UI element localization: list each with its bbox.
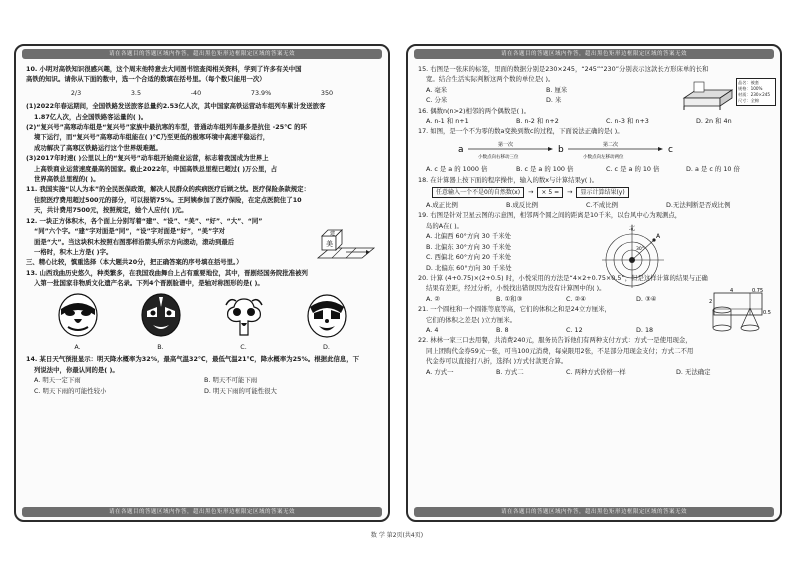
opera-mask-b-icon <box>139 293 183 339</box>
flow-op-box: × 5 = <box>537 187 563 198</box>
question-19 <box>418 210 770 272</box>
q16-line: 16. 偶数n(n>2)相邻的两个偶数是( )。 <box>418 106 531 115</box>
cube-front-label: 美 <box>326 239 333 248</box>
q22-line: 代金券可以直接打八折，选择( )方式付款更合算。 <box>426 357 568 366</box>
arrow-right-icon: → <box>567 188 573 197</box>
q20-option-b[interactable]: B. ①和③ <box>496 294 523 303</box>
flow-step2: 第二次 <box>603 141 619 148</box>
question-11 <box>26 184 378 215</box>
q10-sub-line: 成功解决了高寒区铁路运行这个世界级难题。 <box>34 143 162 152</box>
q17-option-a[interactable]: A. c 是 a 的 1000 倍 <box>426 165 488 174</box>
q21-line: 它们的体积之差是( )立方厘米。 <box>426 315 517 324</box>
mask-option-d[interactable] <box>305 293 349 353</box>
q16-options <box>418 116 770 126</box>
radar-point-a-label: A <box>656 233 661 241</box>
q16-option-b[interactable]: B. n-2 和 n+2 <box>516 117 559 126</box>
right-column <box>406 44 782 522</box>
left-column <box>14 44 390 522</box>
radar-angle-label: 30° <box>636 247 644 253</box>
q12-line: 一格时，积木上方是( )字。 <box>34 247 113 256</box>
q20-option-d[interactable]: D. ③④ <box>636 294 657 303</box>
question-18 <box>418 175 770 211</box>
q19-line: 19. 右图是针对卫星云图的示意图，相邻两个圆之间的距离是10千米，以台风中心为观测点， <box>418 211 682 220</box>
q19-option-b[interactable]: B. 北偏东 30°方向 30 千米处 <box>426 242 512 251</box>
q18-option-c[interactable]: C.不成比例 <box>586 201 619 210</box>
q10-sub-line: 1.87亿人次，占全国铁路客运量的( )。 <box>34 112 148 121</box>
opera-mask-options <box>26 293 378 353</box>
q22-option-b[interactable]: B. 方式二 <box>496 367 524 376</box>
q10-sub-line: (2)“复兴号”高寒动车组是“复兴号”家族中最抗寒的车型，普通动车组列车最多是抗住 -25℃ 的环 <box>26 123 307 132</box>
q14-line: 列说法中，你最认同的是( )。 <box>34 365 119 374</box>
flow-a: a <box>458 144 464 155</box>
q18-option-b[interactable]: B.成反比例 <box>506 201 538 210</box>
q19-option-c[interactable]: C. 西偏北 60°方向 20 千米处 <box>426 253 512 262</box>
q19-option-a[interactable]: A. 北偏西 60°方向 30 千米处 <box>426 232 511 241</box>
q19-option-d[interactable]: D. 北偏东 60°方向 30 千米处 <box>426 263 512 272</box>
page-footer: 数 学 第2页(共4页) <box>370 532 424 539</box>
q19-line: 岛的A在( )。 <box>426 221 463 230</box>
q20-line: 结果有差距，经过分析，小悦找出错误因为没有计算图中的( )。 <box>426 284 606 293</box>
q10-sub-line: 上高铁商业运营速度最高的国家。截止2022年，中国高铁总里程已超过( )万公里，占 <box>34 164 278 173</box>
label-line: 规格：100% <box>738 86 763 91</box>
radar-north-label: 北 <box>629 225 636 233</box>
q17-option-b[interactable]: B. c 是 a 的 100 倍 <box>516 165 574 174</box>
cube-top-label: 建 <box>330 230 336 237</box>
q12-line: “同”六个字。“建”字对面是“同”，“设”字对面是“好”，“美”字对 <box>34 227 225 236</box>
q10-value: 3.5 <box>130 88 142 97</box>
q22-option-c[interactable]: C. 两种方式价格一样 <box>566 367 626 376</box>
q15-option-a[interactable]: A. 毫米 <box>426 85 448 94</box>
rect-label-075: 0.75 <box>752 287 764 294</box>
label-line: 品名：被套 <box>738 80 759 85</box>
question-12 <box>26 216 378 258</box>
mask-option-b[interactable] <box>139 293 183 353</box>
answer-zone-notice-bottom-right: 请在各题目的答题区域内作答，超出黑色矩形边框限定区域的答案无效 <box>414 507 774 517</box>
q18-line: 18. 在计算器上按下面的程序操作，输入的数x与计算结果y( )。 <box>418 175 599 184</box>
rolling-cube-figure <box>316 228 378 262</box>
label-line: 尺寸：全棉 <box>738 98 759 103</box>
opera-mask-a-icon <box>56 293 100 339</box>
q17-line: 17. 如图，是一个不为零的数a变换到数c的过程，下面说法正确的是( )。 <box>418 127 624 136</box>
q16-option-c[interactable]: C. n-3 和 n+3 <box>606 117 649 126</box>
q21-line: 21. 一个圆柱和一个圆锥等底等高，它们的体积之和是24立方厘米， <box>418 305 611 314</box>
mask-option-a[interactable] <box>56 293 100 353</box>
q12-line: 12. 一块正方体积木，各个面上分别写着“建”、“设”、“美”、“好”、“大”、“同” <box>26 216 263 225</box>
q11-line: 11. 我国实施“以人为本”的全民医保政策，解决人民群众的疾病医疗后顾之忧。医疗保险条款规定： <box>26 185 310 194</box>
opera-mask-d-icon <box>305 293 349 339</box>
product-label-box <box>736 78 776 106</box>
question-10 <box>26 64 378 184</box>
q13-line: 13. 山西戏曲历史悠久，种类繁多，在我国戏曲舞台上占有重要地位，其中，晋剧经国务院批准被列 <box>26 268 308 277</box>
left-content <box>26 64 378 504</box>
flow-note2: 小数点向左移动两位 <box>583 154 624 160</box>
q17-option-c[interactable]: C. c 是 a 的 10 倍 <box>606 165 660 174</box>
q14-option-c[interactable]: C. 明天下雨的可能性较小 <box>34 386 107 395</box>
flow-output-box: 显示计算结果(y) <box>576 187 628 198</box>
q10-line-1: 10. 小明对高铁知识很感兴趣，这个周末他特意去大同图书馆查阅相关资料，学到了许多有关中国 <box>26 65 302 73</box>
arrow-right-icon: → <box>528 188 534 197</box>
mask-label: C. <box>240 342 247 351</box>
q17-options <box>418 164 770 174</box>
q20-option-a[interactable]: A. ② <box>426 294 441 303</box>
q12-line: 面是“大”。当这块积木按照右图那样沿箭头所示方向滚动，滚动到最后 <box>34 237 235 246</box>
bed-icon <box>680 78 736 114</box>
q10-line-2: 高铁的知识。请你从下面的数中，选一个合适的数填在括号里。（每个数只能用一次） <box>26 75 266 84</box>
q22-option-a[interactable]: A. 方式一 <box>426 367 454 376</box>
question-13 <box>26 268 378 353</box>
q18-calculator-flow <box>432 187 770 198</box>
right-content <box>418 64 770 504</box>
mask-label: A. <box>74 342 81 351</box>
section-3-heading: 三、精心比较，慎重选择（本大题共20分，把正确答案的序号填在括号里。） <box>26 258 243 267</box>
rect-label-2: 2 <box>709 298 713 305</box>
question-17 <box>418 126 770 174</box>
q11-line: 天，共计费用7500元，按照规定，她个人应付( )元。 <box>34 206 188 215</box>
question-14 <box>26 354 378 396</box>
answer-zone-notice-bottom-left: 请在各题目的答题区域内作答，超出黑色矩形边框限定区域的答案无效 <box>22 507 382 517</box>
mask-label: D. <box>323 342 330 351</box>
q15-line: 宽。结合生活实际判断这两个数的单位是( )。 <box>426 75 555 84</box>
answer-zone-notice-top-left: 请在各题目的答题区域内作答，超出黑色矩形边框限定区域的答案无效 <box>22 49 382 59</box>
q16-option-d[interactable]: D. 2n 和 4n <box>696 117 732 126</box>
flow-step1: 第一次 <box>498 141 514 148</box>
q15-option-c[interactable]: C. 分米 <box>426 96 448 105</box>
flow-input-box: 任意输入一个不是0的自然数(x) <box>432 187 524 198</box>
q10-sub-line: 世界高铁总里程的( )。 <box>34 175 100 184</box>
q10-value: -40 <box>190 88 202 97</box>
q10-number-choices <box>26 88 378 98</box>
q22-option-d[interactable]: D. 无法确定 <box>676 367 711 376</box>
answer-zone-notice-top-right: 请在各题目的答题区域内作答，超出黑色矩形边框限定区域的答案无效 <box>414 49 774 59</box>
q10-sub-line: 境下运行，而“复兴号”高寒动车组能在( )℃乃至更低的极寒环境中高速平稳运行， <box>34 133 270 142</box>
q14-line: 14. 某日天气预报显示：明天降水概率为32%，最高气温32℃，最低气温21℃，降水概率为25%。根据此信息，下 <box>26 355 360 364</box>
question-22 <box>418 335 770 377</box>
q21-option-b[interactable]: B. 8 <box>496 325 509 334</box>
q10-value: 2/3 <box>70 88 82 97</box>
question-15 <box>418 64 770 106</box>
q10-value: 73.9% <box>250 88 272 97</box>
q15-option-b[interactable]: B. 厘米 <box>546 85 568 94</box>
q13-line: 入第一批国家非物质文化遗产名录。下列4个晋剧脸谱中，是轴对称图形的是( )。 <box>34 279 264 288</box>
q14-option-b[interactable]: B. 明天不可能下雨 <box>204 376 258 385</box>
opera-mask-c-icon <box>222 293 266 339</box>
q16-option-a[interactable]: A. n-1 和 n+1 <box>426 117 469 126</box>
q22-line: 22. 林林一家三口去用餐，共消费240元，服务员告诉他们有两种支付方式：方式一是使用现金， <box>418 336 692 345</box>
q14-options-row-2 <box>26 386 378 396</box>
rect-label-05: 0.5 <box>763 309 771 316</box>
q18-option-d[interactable]: D.无法判断是否成比例 <box>666 201 731 210</box>
q10-sub-line: (1)2022年春运期间，全国铁路发送旅客总量约2.53亿人次，其中国家高铁运营动车组列车累计发送旅客 <box>26 102 326 111</box>
q15-line: 15. 右图是一张床的标签，里面的数据分别是230×245，“245”“230”分别表示这款长方形床单的长和 <box>418 65 709 73</box>
q21-option-c[interactable]: C. 12 <box>566 325 583 334</box>
rect-label-4: 4 <box>730 287 734 294</box>
mask-option-c[interactable] <box>222 293 266 353</box>
q17-transform-diagram <box>418 137 774 161</box>
q14-option-d[interactable]: D. 明天下雨的可能性很大 <box>204 386 277 395</box>
q20-option-c[interactable]: C. ②④ <box>566 294 586 303</box>
q10-sub-line: (3)2017年时速( )公里以上的“复兴号”动车组开始商业运营，标志着我国成为世界上 <box>26 154 269 163</box>
q22-options <box>418 367 770 377</box>
q18-options <box>418 200 770 210</box>
q20-line: 20. 计算 (4+0.75)×(2+0.5) 时，小悦采用的方法是“4×2+0.75×0.5”，但是这样计算的结果与正确 <box>418 273 708 282</box>
q22-line: 同上团购代金券59元一张，可当100元消费，每桌限用2张，不足部分用现金支付；方式二不用 <box>426 346 694 355</box>
q10-value: 350 <box>320 88 334 97</box>
question-21 <box>418 304 770 335</box>
label-line: 材质：230×245 <box>738 92 771 97</box>
cylinder-cone-figure <box>708 304 764 334</box>
q18-option-a[interactable]: A.成正比例 <box>426 201 458 210</box>
q17-option-d[interactable]: D. a 是 c 的 10 倍 <box>686 165 740 174</box>
q14-options-row-1 <box>26 375 378 385</box>
q11-line: 住院医疗费用超过500元的部分，可以报销75%。王阿姨参加了医疗保险，在定点医院住了10 <box>34 195 302 204</box>
flow-c: c <box>668 144 673 155</box>
flow-note1: 小数点向右移动三位 <box>478 154 519 160</box>
exam-sheet <box>14 44 782 522</box>
q21-option-a[interactable]: A. 4 <box>426 325 439 334</box>
q15-option-d[interactable]: D. 米 <box>546 96 562 105</box>
q14-option-a[interactable]: A. 明天一定下雨 <box>34 376 81 385</box>
flow-b: b <box>558 144 564 155</box>
q21-option-d[interactable]: D. 18 <box>636 325 654 334</box>
mask-label: B. <box>157 342 164 351</box>
